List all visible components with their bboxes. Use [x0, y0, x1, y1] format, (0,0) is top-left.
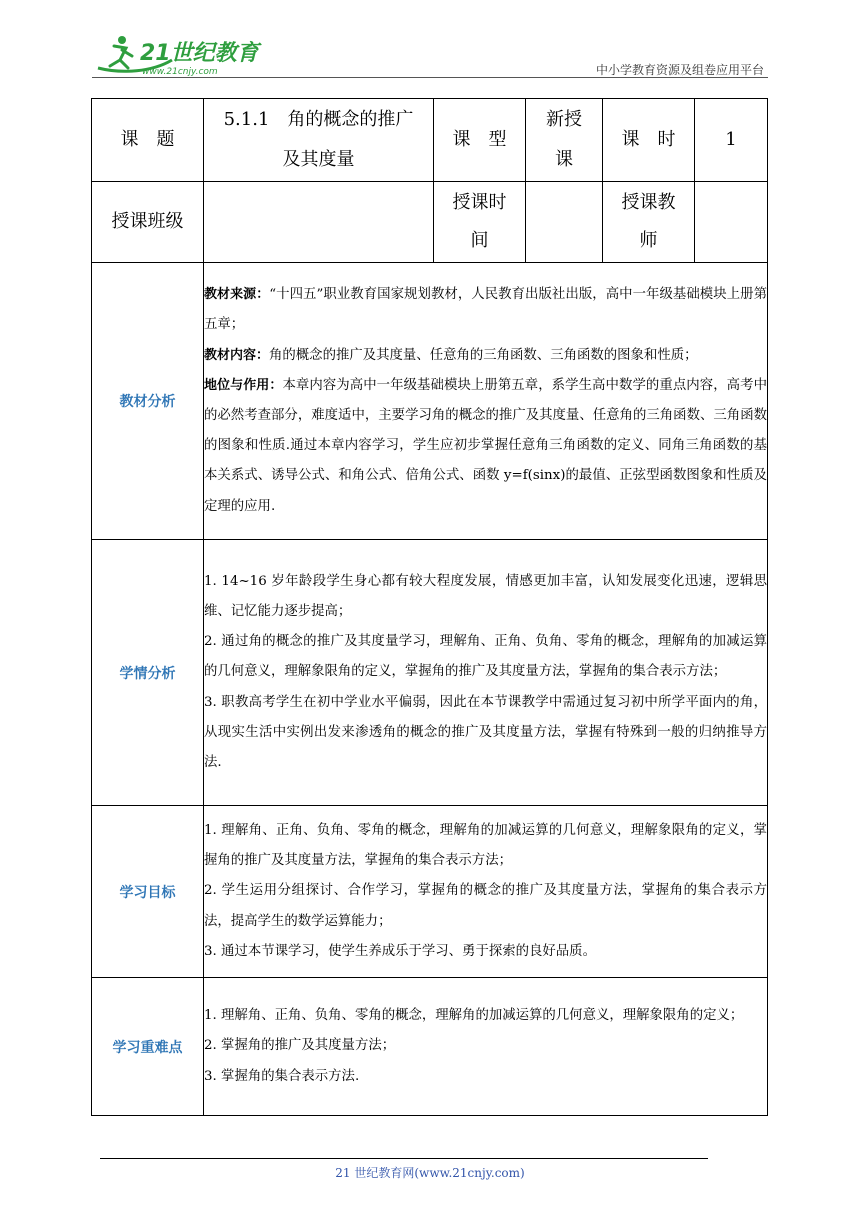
logo-text: 21世纪教育 — [140, 41, 259, 66]
material-body — [204, 263, 768, 540]
role-label: 地位与作用： — [204, 377, 283, 393]
key-points-body — [204, 978, 768, 1116]
section-material — [92, 263, 768, 540]
footer-rule — [100, 1158, 708, 1159]
logo-url: www.21cnjy.com — [142, 67, 218, 77]
key-point-3: 3. 掌握角的集合表示方法. — [204, 1068, 360, 1084]
key-point-2: 2. 掌握角的推广及其度量方法； — [204, 1038, 396, 1054]
time-label-line-2: 间 — [470, 230, 489, 251]
type-label: 课 型 — [434, 99, 526, 182]
class-value — [204, 182, 434, 263]
lesson-plan-table — [91, 98, 768, 1116]
brand-logo — [92, 30, 262, 78]
goals-label: 学习目标 — [92, 806, 204, 978]
goals-body — [204, 806, 768, 978]
hours-value: 1 — [695, 99, 768, 182]
platform-name: 中小学教育资源及组卷应用平台 — [595, 63, 764, 77]
students-point-3: 3. 职教高考学生在初中学业水平偏弱，因此在本节课教学中需通过复习初中所学平面内的角，从现实生活中实例出发来渗透角的概念的推广及其度量方法，掌握有特殊到一般的归纳推导方法. — [204, 694, 767, 770]
content-text: 角的概念的推广及其度量、任意角的三角函数、三角函数的图象和性质； — [269, 347, 698, 363]
time-label — [434, 182, 526, 263]
students-label: 学情分析 — [92, 540, 204, 806]
content-label: 教材内容： — [204, 347, 270, 363]
topic-line-1: 5.1.1 角的概念的推广 — [223, 109, 414, 130]
type-value-line-2: 课 — [555, 149, 573, 170]
section-goals — [92, 806, 768, 978]
info-row-topic — [92, 99, 768, 182]
hours-label: 课 时 — [603, 99, 695, 182]
role-text: 本章内容为高中一年级基础模块上册第五章，系学生高中数学的重点内容，高考中的必然考查部分，难度适中，主要学习角的概念的推广及其度量、任意角的三角函数、三角函数的图象和性质.通过本章内容学习，学生应初步掌握任意角三角函数的定义、同角三角函数的基本关系式、诱导公式、和角公式、倍角公式、函数 y=f(sinx)的最值、正弦型函数图象和性质及定理的应用. — [204, 377, 767, 514]
goals-point-2: 2. 学生运用分组探讨、合作学习，掌握角的概念的推广及其度量方法，掌握角的集合表示方法，提高学生的数学运算能力； — [204, 883, 767, 929]
time-label-line-1: 授课时 — [452, 192, 507, 213]
section-key-points — [92, 978, 768, 1116]
key-points-label: 学习重难点 — [92, 978, 204, 1116]
goals-point-3: 3. 通过本节课学习，使学生养成乐于学习、勇于探索的良好品质。 — [204, 943, 596, 959]
teacher-label-line-2: 师 — [639, 230, 658, 251]
info-row-class — [92, 182, 768, 263]
time-value — [526, 182, 603, 263]
type-value — [526, 99, 603, 182]
source-label: 教材来源： — [204, 287, 270, 303]
students-point-1: 1. 14~16 岁年龄段学生身心都有较大程度发展，情感更加丰富，认知发展变化迅速，逻辑思维、记忆能力逐步提高； — [204, 573, 767, 619]
footer-link[interactable]: 21 世纪教育网(www.21cnjy.com) — [335, 1166, 525, 1180]
teacher-label — [603, 182, 695, 263]
goals-point-1: 1. 理解角、正角、负角、零角的概念，理解角的加减运算的几何意义，理解象限角的定义，掌握角的推广及其度量方法，掌握角的集合表示方法； — [204, 822, 767, 869]
section-students — [92, 540, 768, 806]
topic-value — [204, 99, 434, 182]
material-label: 教材分析 — [92, 263, 204, 540]
source-text: “十四五”职业教育国家规划教材，人民教育出版社出版，高中一年级基础模块上册第五章； — [204, 287, 767, 333]
page-header — [92, 30, 768, 80]
students-point-2: 2. 通过角的概念的推广及其度量学习，理解角、正角、负角、零角的概念，理解角的加减运算的几何意义，理解象限角的定义，掌握角的推广及其度量方法，掌握角的集合表示方法； — [204, 634, 767, 680]
topic-line-2: 及其度量 — [282, 149, 355, 170]
teacher-label-line-1: 授课教 — [621, 192, 676, 213]
class-label: 授课班级 — [92, 182, 204, 263]
topic-label: 课 题 — [92, 99, 204, 182]
key-point-1: 1. 理解角、正角、负角、零角的概念，理解角的加减运算的几何意义，理解象限角的定义； — [204, 1008, 744, 1024]
header-rule — [92, 77, 768, 78]
type-value-line-1: 新授 — [546, 109, 582, 130]
teacher-value — [695, 182, 768, 263]
students-body — [204, 540, 768, 806]
